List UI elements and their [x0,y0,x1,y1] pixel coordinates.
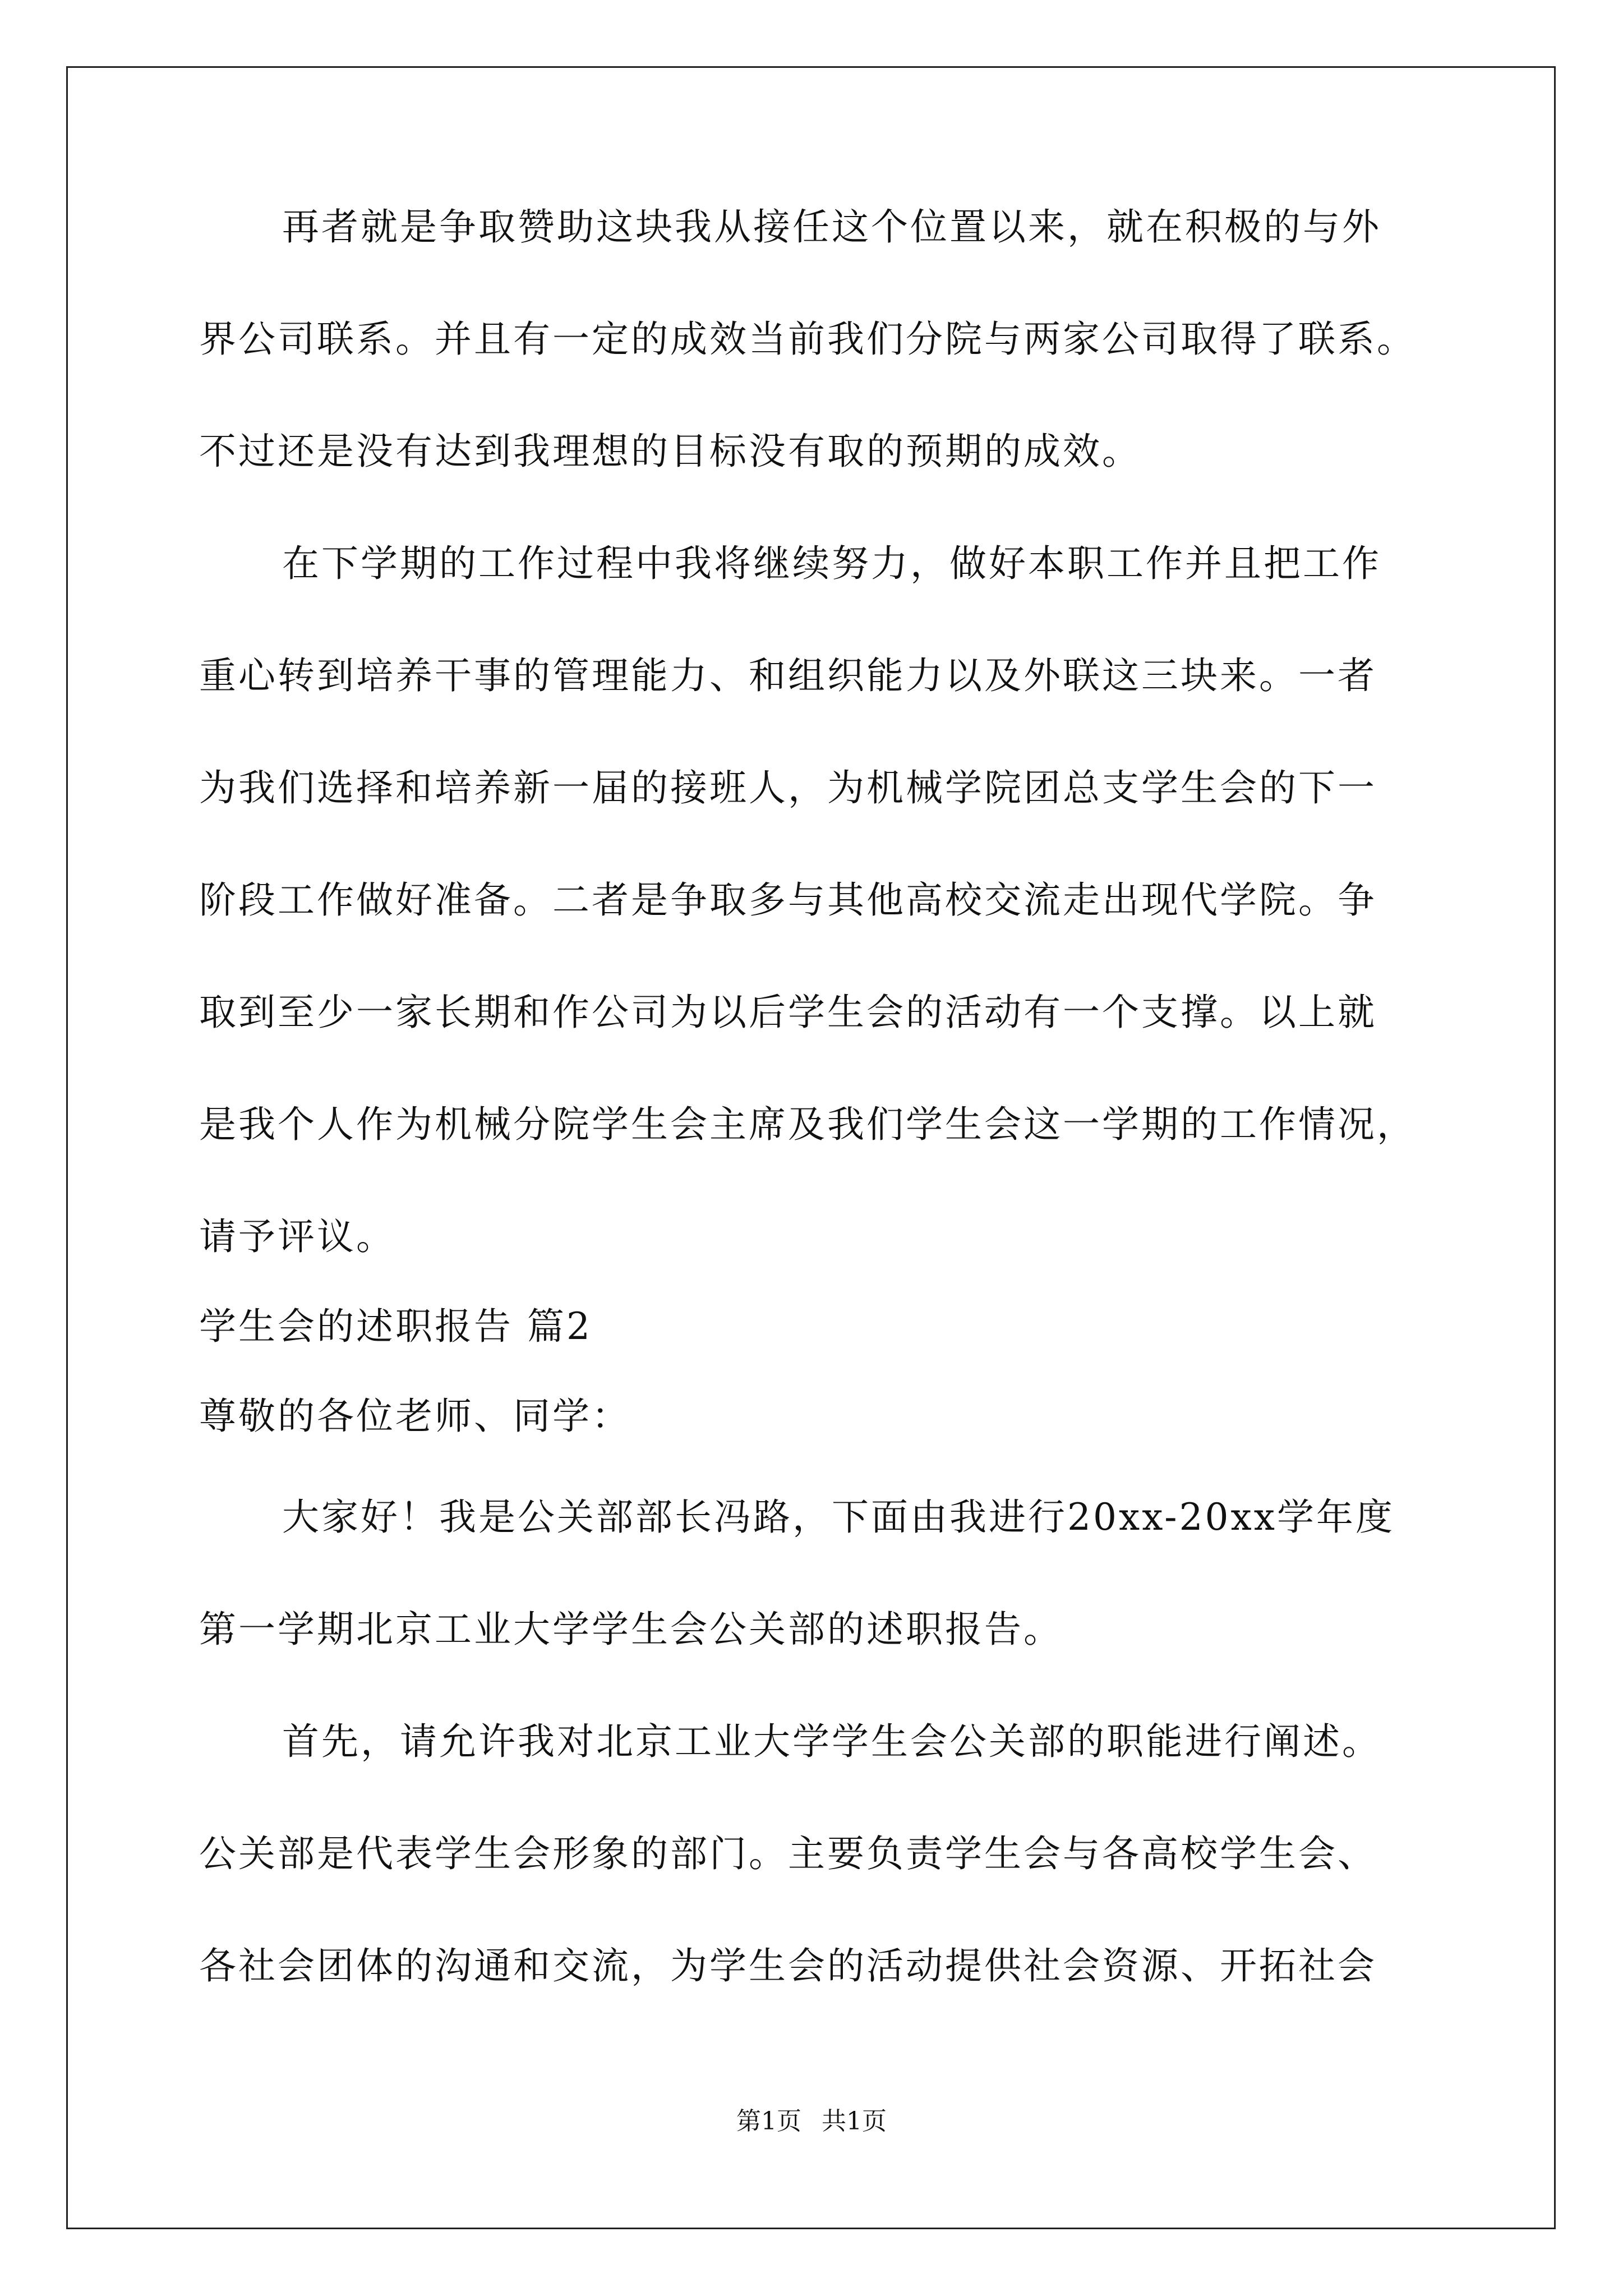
page-number-current: 第1页 [736,2107,801,2136]
paragraph-line: 各社会团体的沟通和交流，为学生会的活动提供社会资源、开拓社会 [199,1944,1377,1987]
paragraph-line: 为我们选择和培养新一届的接班人，为机械学院团总支学生会的下一 [199,766,1377,809]
paragraph-line: 是我个人作为机械分院学生会主席及我们学生会这一学期的工作情况， [199,1103,1416,1146]
paragraph-line: 再者就是争取赞助这块我从接任这个位置以来，就在积极的与外 [282,205,1381,249]
paragraph-line: 请予评议。 [199,1215,395,1258]
section-heading: 学生会的述职报告 篇2 [199,1305,592,1348]
salutation: 尊敬的各位老师、同学： [199,1395,631,1438]
paragraph-line: 界公司联系。并且有一定的成效当前我们分院与两家公司取得了联系。 [199,318,1416,361]
paragraph-line: 在下学期的工作过程中我将继续努力，做好本职工作并且把工作 [282,542,1381,585]
paragraph-line: 重心转到培养干事的管理能力、和组织能力以及外联这三块来。一者 [199,654,1377,697]
paragraph-line: 首先，请允许我对北京工业大学学生会公关部的职能进行阐述。 [282,1720,1381,1763]
paragraph-line: 公关部是代表学生会形象的部门。主要负责学生会与各高校学生会、 [199,1832,1377,1875]
paragraph-line: 大家好！我是公关部部长冯路，下面由我进行20xx-20xx学年度 [282,1496,1395,1539]
paragraph-line: 取到至少一家长期和作公司为以后学生会的活动有一个支撑。以上就 [199,991,1377,1034]
paragraph-line: 第一学期北京工业大学学生会公关部的述职报告。 [199,1608,1063,1651]
paragraph-line: 不过还是没有达到我理想的目标没有取的预期的成效。 [199,430,1141,473]
page-footer [0,2105,1623,2138]
paragraph-line: 阶段工作做好准备。二者是争取多与其他高校交流走出现代学院。争 [199,878,1377,922]
page-number-total: 共1页 [822,2107,887,2136]
